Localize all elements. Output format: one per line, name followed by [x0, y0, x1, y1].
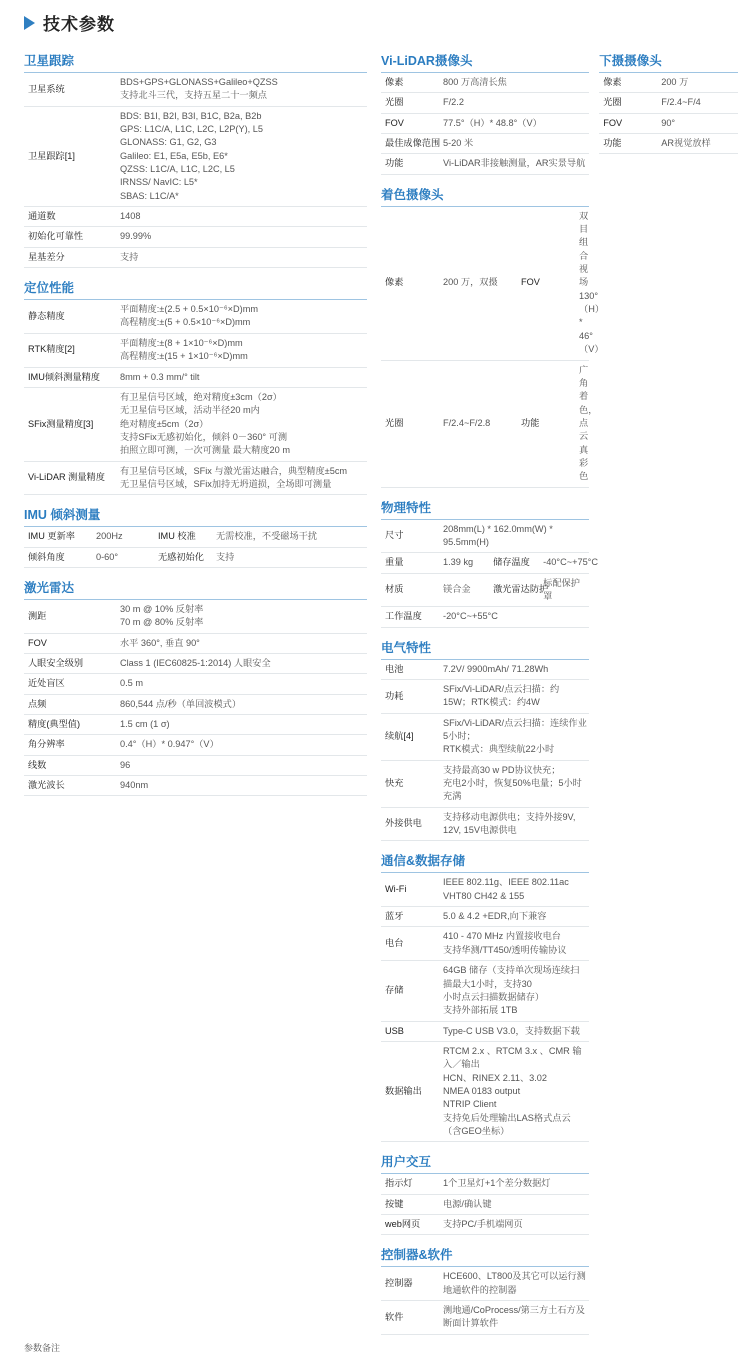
row-value [116, 300, 367, 334]
table-row [381, 134, 589, 154]
row-key: 按键 [381, 1194, 439, 1214]
row-key: 人眼安全级别 [24, 653, 116, 673]
row-value-line: 支持外部拓展 1TB [443, 1005, 518, 1016]
row-key: 外接供电 [381, 807, 439, 841]
row-key: IMU 更新率 [24, 527, 92, 547]
row-value: IEEE 802.11g、IEEE 802.11ac VHT80 CH42 & 155 [439, 873, 589, 907]
table-row [599, 113, 738, 133]
table-row [599, 73, 738, 93]
table-row [381, 907, 589, 927]
row-value-line: BDS+GPS+GLONASS+Galileo+QZSS [120, 77, 278, 87]
table-row [381, 113, 589, 133]
row-value-2: 支持 [212, 547, 367, 567]
row-key: 像素 [599, 73, 657, 93]
row-key: 材质 [381, 573, 439, 607]
row-value-line: SBAS: L1C/A* [120, 190, 179, 201]
row-key: 电台 [381, 927, 439, 961]
row-value-2: -40°C~+75°C [539, 553, 589, 573]
row-key: 点频 [24, 694, 116, 714]
table-row [24, 227, 367, 247]
table-row [381, 873, 589, 907]
section-title-color-camera: 着色摄像头 [381, 187, 444, 202]
row-key: 重量 [381, 553, 439, 573]
row-key: 存储 [381, 961, 439, 1021]
table-row [381, 519, 589, 553]
row-value: Type-C USB V3.0，支持数据下载 [439, 1021, 589, 1041]
row-key: 测距 [24, 599, 116, 633]
row-value-line: IRNSS/ NavIC: L5* [120, 177, 198, 188]
row-value: Class 1 (IEC60825-1:2014) 人眼安全 [116, 653, 367, 673]
table-row [381, 1267, 589, 1301]
row-key: 尺寸 [381, 519, 439, 553]
row-value-line: 410 - 470 MHz 内置接收电台 [443, 931, 561, 942]
row-value-2: 无需校准，不受磁场干扰 [212, 527, 367, 547]
table-row [381, 573, 589, 607]
row-value-line: 支持SFix无感初始化，倾斜 0－360° 可测 [120, 431, 288, 442]
row-key: Vi-LiDAR 测量精度 [24, 461, 116, 495]
table-row [599, 93, 738, 113]
row-value-line: 高程精度:±(15 + 1×10⁻⁶×D)mm [120, 351, 248, 362]
table-row [381, 927, 589, 961]
row-value-line: RTCM 2.x 、RTCM 3.x 、CMR 输入／输出 [443, 1045, 582, 1070]
table-row [381, 1194, 589, 1214]
row-value-line: 小时点云扫描数据储存） [443, 991, 545, 1002]
row-key: 像素 [381, 73, 439, 93]
table-imu [24, 526, 367, 568]
row-value-line: HCN、RINEX 2.11、3.02 [443, 1072, 548, 1083]
section-title-communication: 通信&数据存储 [381, 854, 466, 869]
row-value-line: 绝对精度±5cm（2σ） [120, 418, 209, 429]
table-row [381, 1021, 589, 1041]
row-value: 0.4°（H）* 0.947°（V） [116, 735, 367, 755]
row-value: Vi-LiDAR非接触测量，AR实景导航 [439, 154, 589, 174]
row-key: 快充 [381, 760, 439, 807]
row-value: F/2.2 [439, 93, 589, 113]
row-value: 支持PC/手机端网页 [439, 1214, 589, 1234]
table-row [24, 300, 367, 334]
row-value: 800 万高清长焦 [439, 73, 589, 93]
row-key: 像素 [381, 206, 439, 360]
table-row [381, 73, 589, 93]
table-row [381, 154, 589, 174]
section-title-physical: 物理特性 [381, 500, 432, 515]
row-value-2: 广角着色，点云真彩色 [575, 360, 589, 487]
row-value: 测地通/CoProcess/第三方土石方及断面计算软件 [439, 1301, 589, 1335]
row-key: 通道数 [24, 207, 116, 227]
row-value-line: RTK模式：典型续航22小时 [443, 744, 555, 755]
section-title-positioning: 定位性能 [24, 281, 75, 296]
row-value-line: 有卫星信号区域，SFix 与激光雷达融合，典型精度±5cm [120, 465, 348, 476]
section-title-satellite: 卫星跟踪 [24, 54, 75, 68]
table-down-camera [599, 72, 738, 154]
row-key: 指示灯 [381, 1174, 439, 1194]
table-color-camera [381, 206, 605, 488]
section-title-electrical: 电气特性 [381, 640, 432, 655]
row-value-line: SFix/Vi-LiDAR/点云扫描：连续作业5小时； [443, 717, 587, 742]
row-key-2: 无感初始化 [154, 547, 212, 567]
table-row [381, 1214, 589, 1234]
row-value-line: BDS: B1I, B2I, B3I, B1C, B2a, B2b [120, 110, 262, 121]
left-column [24, 41, 381, 1335]
table-row [381, 206, 589, 360]
table-row [24, 367, 367, 387]
row-value-2: 标配保护罩 [539, 573, 589, 607]
table-electrical [381, 659, 589, 842]
row-value: SFix/Vi-LiDAR/点云扫描：约15W；RTK模式：约4W [439, 680, 589, 714]
row-value-line: 支持华测/TT450/透明传输协议 [443, 944, 567, 955]
row-value-line: 有卫星信号区域，绝对精度±3cm（2σ） [120, 391, 282, 402]
row-key: 卫星跟踪[1] [24, 106, 116, 206]
table-row [24, 247, 367, 267]
table-row [24, 694, 367, 714]
row-value [439, 927, 589, 961]
table-row [24, 674, 367, 694]
row-value: 99.99% [116, 227, 367, 247]
row-key: 功能 [381, 154, 439, 174]
row-key: USB [381, 1021, 439, 1041]
section-title-imu: IMU 倾斜测量 [24, 508, 101, 523]
row-value-line: 支持最高30 w PD协议快充； [443, 764, 561, 775]
section-title-controller: 控制器&软件 [381, 1248, 453, 1263]
row-key: RTK精度[2] [24, 333, 116, 367]
row-value: 1.5 cm (1 σ) [116, 715, 367, 735]
row-value: 200 万，双摄 [439, 206, 517, 360]
section-title-lidar: 激光雷达 [24, 580, 75, 595]
row-value: HCE600、LT800及其它可以运行测地通软件的控制器 [439, 1267, 589, 1301]
right-column [599, 41, 738, 1335]
table-vilidar-camera [381, 72, 589, 175]
row-key: 近处盲区 [24, 674, 116, 694]
table-satellite [24, 72, 367, 268]
table-row [381, 680, 589, 714]
row-key: 光圈 [381, 93, 439, 113]
row-value-line: 无卫星信号区域，活动半径20 m内 [120, 405, 260, 416]
row-key: Wi-Fi [381, 873, 439, 907]
row-key: FOV [381, 113, 439, 133]
row-value-line: NTRIP Client [443, 1099, 497, 1110]
row-key: 星基差分 [24, 247, 116, 267]
table-communication [381, 872, 589, 1142]
table-row [24, 387, 367, 461]
row-key: 线数 [24, 755, 116, 775]
table-row [24, 207, 367, 227]
row-key: 光圈 [381, 360, 439, 487]
table-row [24, 755, 367, 775]
row-value [116, 106, 367, 206]
row-key: 蓝牙 [381, 907, 439, 927]
table-lidar [24, 599, 367, 796]
row-value-line: 支持免后处理输出LAS格式点云（含GEO坐标） [443, 1112, 571, 1136]
row-value: 5.0 & 4.2 +EDR,向下兼容 [439, 907, 589, 927]
row-value-line: GPS: L1C/A, L1C, L2C, L2P(Y), L5 [120, 124, 263, 135]
row-key: 静态精度 [24, 300, 116, 334]
row-value-line: 64GB 储存（支持单次现场连续扫描最大1小时，支持30 [443, 965, 580, 989]
row-value-line: 平面精度:±(2.5 + 0.5×10⁻⁶×D)mm [120, 304, 259, 315]
table-row [381, 807, 589, 841]
table-row [381, 93, 589, 113]
row-value: F/2.4~F/4 [657, 93, 738, 113]
row-value: 支持移动电源供电；支持外接9V, 12V, 15V电源供电 [439, 807, 589, 841]
table-row [381, 961, 589, 1021]
row-value: -20°C~+55°C [439, 607, 589, 627]
footnote [0, 1335, 750, 1358]
table-row [24, 73, 367, 107]
row-key: web网页 [381, 1214, 439, 1234]
table-physical [381, 519, 598, 628]
row-value-line: 充电2小时，恢复50%电量；5小时充满 [443, 778, 582, 802]
page-title: 技术参数 [43, 15, 115, 34]
row-key: 续航[4] [381, 713, 439, 760]
table-row [381, 360, 589, 487]
table-row [24, 776, 367, 796]
row-key: 软件 [381, 1301, 439, 1335]
table-row [24, 527, 367, 547]
row-value: 5-20 米 [439, 134, 589, 154]
row-key: 功耗 [381, 680, 439, 714]
table-row [24, 461, 367, 495]
table-controller [381, 1266, 589, 1334]
middle-column [381, 41, 605, 1335]
row-value [116, 73, 367, 107]
row-value: F/2.4~F/2.8 [439, 360, 517, 487]
table-row [24, 653, 367, 673]
row-value [439, 760, 589, 807]
table-row [24, 599, 367, 633]
row-key: 卫星系统 [24, 73, 116, 107]
row-value-2: 双目组合视场130°（H）* 46°（V） [575, 206, 589, 360]
table-row [24, 715, 367, 735]
table-row [381, 659, 589, 679]
row-key: 精度(典型值) [24, 715, 116, 735]
row-value: 水平 360°, 垂直 90° [116, 633, 367, 653]
section-title-down-camera: 下摄摄像头 [599, 54, 662, 68]
row-value: 支持 [116, 247, 367, 267]
table-row [24, 106, 367, 206]
row-value [116, 333, 367, 367]
section-title-vilidar-camera: Vi-LiDAR摄像头 [381, 54, 473, 68]
row-value: 200 万 [657, 73, 738, 93]
row-key-2: FOV [517, 206, 575, 360]
row-value-line: QZSS: L1C/A, L1C, L2C, L5 [120, 164, 235, 175]
table-row [599, 134, 738, 154]
footnote-title: 参数备注 [24, 1342, 61, 1353]
row-value: 1.39 kg [439, 553, 489, 573]
row-value: 电源/确认键 [439, 1194, 589, 1214]
row-value: 0-60° [92, 547, 154, 567]
row-value-line: 高程精度:±(5 + 0.5×10⁻⁶×D)mm [120, 317, 251, 328]
row-key: 初始化可靠性 [24, 227, 116, 247]
row-value: 0.5 m [116, 674, 367, 694]
row-key: 角分辨率 [24, 735, 116, 755]
row-value [116, 387, 367, 461]
table-row [381, 553, 589, 573]
table-interaction [381, 1173, 589, 1235]
row-key: 倾斜角度 [24, 547, 92, 567]
row-value: 77.5°（H）* 48.8°（V） [439, 113, 589, 133]
row-value-line: 70 m @ 80% 反射率 [120, 617, 204, 628]
table-row [381, 607, 589, 627]
row-key: IMU倾斜测量精度 [24, 367, 116, 387]
row-key: 工作温度 [381, 607, 439, 627]
row-key-2: IMU 校准 [154, 527, 212, 547]
row-value-line: 支持北斗三代，支持五星二十一频点 [120, 90, 267, 101]
row-key: SFix测量精度[3] [24, 387, 116, 461]
table-row [24, 333, 367, 367]
row-value: 96 [116, 755, 367, 775]
row-value: 860,544 点/秒（单回波模式） [116, 694, 367, 714]
row-value: 208mm(L) * 162.0mm(W) * 95.5mm(H) [439, 519, 589, 553]
columns-container [0, 41, 750, 1335]
row-key: 控制器 [381, 1267, 439, 1301]
table-row [381, 760, 589, 807]
row-key-2: 激光雷达防护 [489, 573, 539, 607]
row-key: 功能 [599, 134, 657, 154]
row-value [439, 713, 589, 760]
row-key-2: 储存温度 [489, 553, 539, 573]
row-value-line: GLONASS: G1, G2, G3 [120, 137, 217, 148]
row-value: 90° [657, 113, 738, 133]
table-row [381, 713, 589, 760]
row-value [116, 599, 367, 633]
row-value [439, 1041, 589, 1141]
row-key: FOV [24, 633, 116, 653]
table-row [381, 1174, 589, 1194]
table-row [24, 735, 367, 755]
table-positioning [24, 299, 367, 495]
row-value-line: 30 m @ 10% 反射率 [120, 603, 204, 614]
row-key-2: 功能 [517, 360, 575, 487]
row-value: 镁合金 [439, 573, 489, 607]
row-value: 200Hz [92, 527, 154, 547]
row-value: AR视觉放样 [657, 134, 738, 154]
page-title-row [0, 0, 750, 41]
row-value: 1408 [116, 207, 367, 227]
row-value-line: 平面精度:±(8 + 1×10⁻⁶×D)mm [120, 337, 243, 348]
table-row [24, 547, 367, 567]
row-key: 激光波长 [24, 776, 116, 796]
row-value-line: 无卫星信号区域，SFix加持无坍道损，全场即可测量 [120, 478, 332, 489]
row-value-line: 拍照立即可测，一次可测量 最大精度20 m [120, 445, 290, 456]
row-key: 电池 [381, 659, 439, 679]
row-value [116, 461, 367, 495]
row-value [439, 961, 589, 1021]
row-key: 光圈 [599, 93, 657, 113]
row-value-line: Galileo: E1, E5a, E5b, E6* [120, 150, 228, 161]
row-value: 1个卫星灯+1个差分数据灯 [439, 1174, 589, 1194]
table-row [381, 1301, 589, 1335]
table-row [381, 1041, 589, 1141]
row-value: 8mm + 0.3 mm/° tilt [116, 367, 367, 387]
row-value: 7.2V/ 9900mAh/ 71.28Wh [439, 659, 589, 679]
row-value: 940nm [116, 776, 367, 796]
row-key: 数据输出 [381, 1041, 439, 1141]
section-title-interaction: 用户交互 [381, 1155, 432, 1170]
table-row [24, 633, 367, 653]
row-value-line: NMEA 0183 output [443, 1085, 521, 1096]
row-key: 最佳成像范围 [381, 134, 439, 154]
triangle-bullet-icon [24, 16, 35, 30]
row-key: FOV [599, 113, 657, 133]
